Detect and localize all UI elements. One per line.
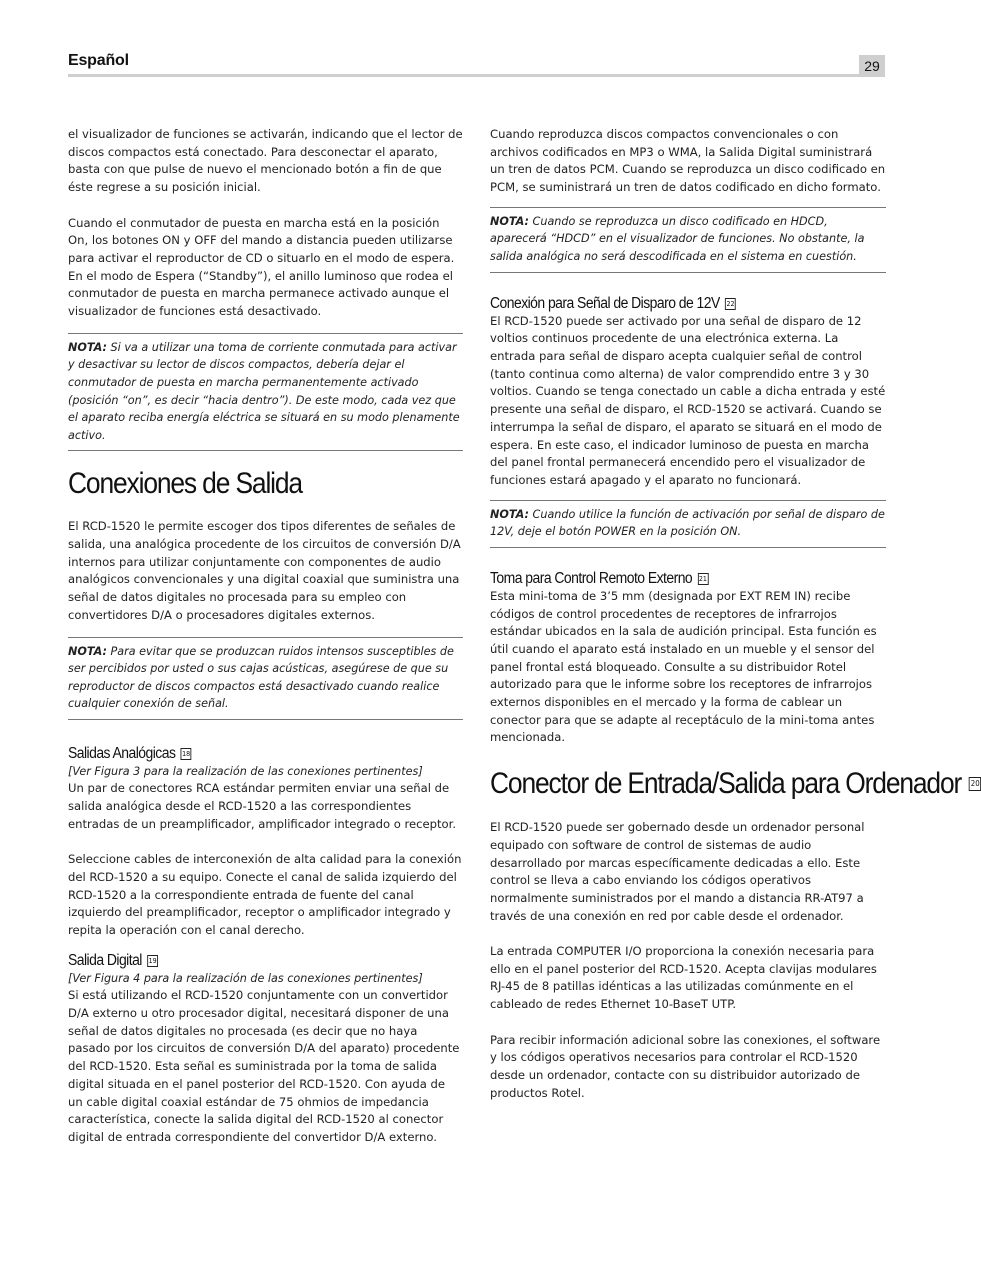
right-column [490,126,980,1102]
paragraph: Un par de conectores RCA estándar permiten enviar una señal de salida analógica desde el RCD-1520 a las correspondientes entradas de un preamplificador, amplificador integrado o receptor. [68,781,457,831]
paragraph: Esta mini-toma de 3’5 mm (designada por EXT REM IN) recibe códigos de control procedentes de receptores de infrarrojos estándar ubicados en la sala de audición principal. Esta función es útil cuando el aparato está instalado en un mueble y el sensor del panel frontal está bloqueado. Consulte a su distribuidor Rotel autorizado para que le informe sobre los receptores de infrarrojos externos disponibles en el mercado y la forma de cablear un conector para que se adapte al receptáculo de la mini-toma antes mencionada. [490,588,877,745]
section-title-computer [490,767,980,801]
header-rule [68,74,862,77]
subsection-title-digital [68,952,424,970]
figure-reference: [Ver Figura 4 para la realización de las conexiones pertinentes] [68,971,423,985]
figure-ref-badge: 20 [969,777,981,791]
figure-ref-badge: 18 [182,749,191,758]
subsection-title-text: Salida Digital [68,951,142,969]
note-text: Cuando utilice la función de activación por señal de disparo de 12V, deje el botón POWER en la posición ON. [490,507,885,539]
page-header [68,52,885,78]
subsection-title-text: Salidas Analógicas [68,744,176,762]
note-box [490,207,886,273]
figure-ref-badge: 19 [148,956,157,965]
subsection-title-remote [490,570,846,588]
note-label: NOTA: [490,507,529,521]
subsection-title-text: Toma para Control Remoto Externo [490,569,693,587]
note-box [68,333,463,452]
subsection-title-analog [68,745,424,763]
section-title-outputs: Conexiones de Salida [68,467,302,501]
language-label: Español [68,52,129,69]
figure-ref-badge: 22 [726,299,735,308]
subsection-title-text: Conexión para Señal de Disparo de 12V [490,294,720,312]
subsection-title-trigger [490,295,846,313]
paragraph: El RCD-1520 le permite escoger dos tipos diferentes de señales de salida, una analógica procedente de los circuitos de conversión D/A internos para utilizar conjuntamente con componentes de audio analógicos convencionales y una digital coaxial que suministra una señal de datos digitales no procesada para su empleo con convertidores D/A o procesadores digitales externos. [68,519,461,622]
page-number: 29 [859,55,885,77]
paragraph: Para recibir información adicional sobre las conexiones, el software y los códigos operativos necesarios para controlar el RCD-1520 desde un ordenador, contacte con su distribuidor autorizado de productos Rotel. [490,1032,881,1100]
paragraph: Seleccione cables de interconexión de alta calidad para la conexión del RCD-1520 a su equipo. Conecte el canal de salida izquierdo del RCD-1520 a la correspondiente entrada de fuente del canal izquierdo del preamplificador, receptor o amplificador integrado y repita la operación con el canal derecho. [68,852,462,938]
note-text: Cuando se reproduzca un disco codificado en HDCD, aparecerá “HDCD” en el visualizador de funciones. No obstante, la salida analógica no será descodificada en el sistema en cuestión. [490,214,865,263]
note-box [68,637,463,720]
paragraph: el visualizador de funciones se activarán, indicando que el lector de discos compactos está conectado. Para desconectar el aparato, basta con que pulse de nuevo el mencionado botón a fin de que éste regrese a su posición inicial. [68,127,463,195]
paragraph: El RCD-1520 puede ser activado por una señal de disparo de 12 voltios continuos procedente de una electrónica externa. La entrada para señal de disparo acepta cualquier señal de control (tanto continua como alterna) de valor comprendido entre 3 y 30 voltios. Cuando se tenga conectado un cable a dicha entrada y esté presente una señal de disparo, el RCD-1520 se activará. Cuando se interrumpa la señal de disparo, el aparato se situará en el modo de espera. En este caso, el indicador luminoso de puesta en marcha del panel frontal permanecerá encendido pero el visualizador de funciones estará apagado y el aparato no funcionará. [490,313,886,487]
note-label: NOTA: [68,340,107,354]
paragraph: Cuando reproduzca discos compactos convencionales o con archivos codificados en MP3 o WMA, la Salida Digital suministrará un tren de datos PCM. Cuando se reproduzca un disco codificado en PCM, se suministrará un tren de datos codificado en dicho formato. [490,127,886,195]
paragraph: Cuando el conmutador de puesta en marcha está en la posición On, los botones ON y OFF del mando a distancia pueden utilizarse para activar el reproductor de CD o situarlo en el modo de espera. En el modo de Espera (“Standby”), el anillo luminoso que rodea el conmutador de puesta en marcha permanece activado aunque el visualizador de funciones está desactivado. [68,215,455,319]
note-box [490,500,886,548]
figure-ref-badge: 21 [698,574,707,583]
note-label: NOTA: [490,214,529,228]
note-text: Para evitar que se produzcan ruidos intensos susceptibles de ser percibidos por usted o sus cajas acústicas, asegúrese de que su reproductor de discos compactos está desactivado cuando realice cualquier conexión de señal. [68,644,454,711]
note-text: Si va a utilizar una toma de corriente conmutada para activar y desactivar su lector de discos compactos, debería dejar el conmutador de puesta en marcha permanentemente activado (posición “on”, es decir “hacia dentro”). De este modo, cada vez que el aparato reciba energía eléctrica se situará en su modo plenamente activo. [68,340,460,442]
figure-reference: [Ver Figura 3 para la realización de las conexiones pertinentes] [68,764,423,778]
paragraph: Si está utilizando el RCD-1520 conjuntamente con un convertidor D/A externo u otro procesador digital, necesitará disponer de una señal de datos digitales no procesada (es decir que no haya pasado por los circuitos de conversión D/A del aparato) procedente del RCD-1520. Esta señal es suministrada por la toma de salida digital situada en el panel posterior del RCD-1520. Con ayuda de un cable digital coaxial estándar de 75 ohmios de impedancia característica, conecte la salida digital del RCD-1520 al conector digital de entrada correspondiente del convertidor D/A externo. [68,988,460,1144]
section-title-text: Conector de Entrada/Salida para Ordenador [490,767,962,801]
paragraph: El RCD-1520 puede ser gobernado desde un ordenador personal equipado con software de control de sistemas de audio desarrollado por marcas específicamente dedicadas a ello. Este control se lleva a cabo enviando los códigos operativos normalmente suministrados por el mando a distancia RR-AT97 a través de una conexión en red por cable desde el ordenador. [490,820,865,923]
paragraph: La entrada COMPUTER I/O proporciona la conexión necesaria para ello en el panel posterior del RCD-1520. Acepta clavijas modulares RJ-45 de 8 patillas idénticas a las utilizadas comúnmente en el cableado de redes Ethernet 10-BaseT UTP. [490,944,877,1012]
left-column [68,126,463,1147]
note-label: NOTA: [68,644,107,658]
